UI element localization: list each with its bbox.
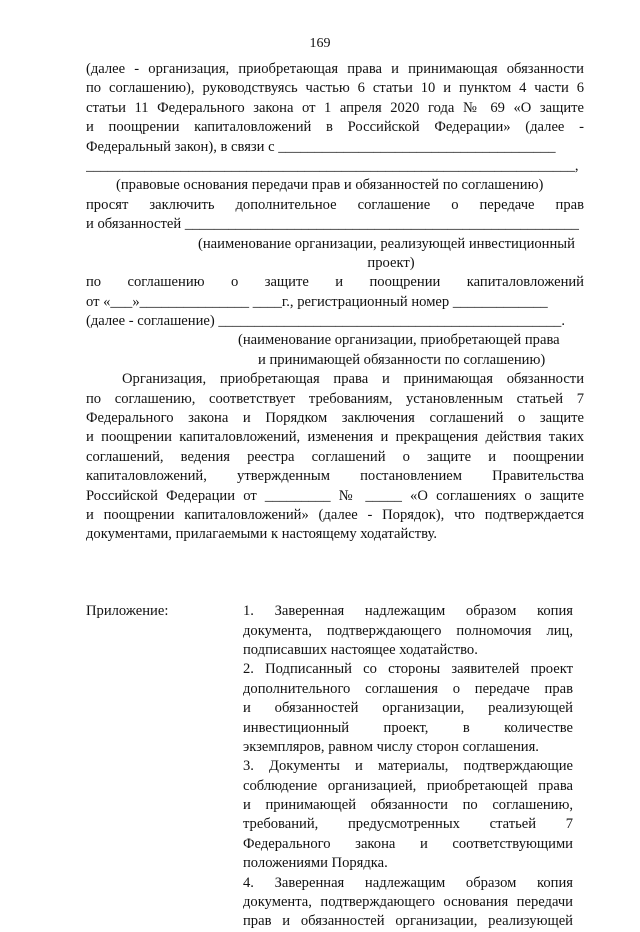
- spacer: [86, 583, 584, 602]
- appendix-item-line: 2. Подписанный со стороны заявителей проект: [243, 661, 573, 678]
- appendix-item-line: требований, предусмотренных статьей 7: [243, 816, 573, 833]
- appendix-item-line: подписавших настоящее ходатайство.: [243, 641, 478, 658]
- appendix-label: Приложение:: [86, 603, 169, 620]
- appendix-item-line: положениями Порядка.: [243, 855, 388, 872]
- caption-acquirer-name-cont: и принимающей обязанности по соглашению): [258, 351, 546, 368]
- agreement-line: по соглашению о защите и поощрении капиталовложений: [86, 274, 584, 291]
- intro-line: (далее - организация, приобретающая права и принимающая обязанности: [86, 61, 584, 77]
- appendix-list: [243, 602, 573, 932]
- intro-line: статьи 11 Федерального закона от 1 апреля 2020 года № 69 «О защите: [86, 99, 584, 116]
- appendix-item-line: документа, подтверждающего полномочия лиц,: [243, 622, 573, 639]
- appendix-item-1: [243, 602, 573, 660]
- compliance-line: и поощрении капиталовложений, изменения и прекращения действия таких: [86, 429, 584, 446]
- appendix-item-3: [243, 757, 573, 873]
- compliance-line: Организация, приобретающая права и принимающая обязанности: [122, 371, 584, 388]
- compliance-line: Российской Федерации от _________ № _____ «О соглашениях о защите: [86, 487, 584, 504]
- appendix-item-2: [243, 660, 573, 757]
- spacer: [86, 545, 584, 583]
- appendix-item-line: 3. Документы и материалы, подтверждающие: [243, 758, 573, 775]
- compliance-line: по соглашению, соответствует требованиям, установленным статьей 7: [86, 390, 584, 407]
- caption-org-name-cont: проект): [367, 254, 415, 271]
- caption-legal-basis: (правовые основания передачи прав и обязанностей по соглашению): [116, 177, 544, 194]
- caption-org-name: (наименование организации, реализующей инвестиционный: [198, 235, 575, 252]
- appendix-item-line: экземпляров, равном числу сторон соглашения.: [243, 738, 539, 755]
- compliance-line: документами, прилагаемыми к настоящему ходатайству.: [86, 526, 437, 543]
- compliance-paragraph: [86, 370, 584, 545]
- intro-line: и поощрении капиталовложений в Российской Федерации» (далее -: [86, 119, 584, 136]
- page-number: 169: [309, 36, 331, 51]
- appendix-item-line: прав и обязанностей организации, реализующей: [243, 913, 573, 930]
- appendix-item-line: и принимающей обязанности по соглашению,: [243, 797, 573, 814]
- intro-paragraph: [86, 60, 584, 176]
- appendix-item-4: [243, 874, 573, 932]
- compliance-line: капиталовложений, утвержденным постановлением Правительства: [86, 468, 584, 485]
- appendix-item-line: документа, подтверждающего основания передачи: [243, 894, 573, 911]
- appendix-item-line: и обязанностей организации, реализующей: [243, 700, 573, 717]
- agreement-paragraph: [86, 273, 584, 331]
- appendix-item-line: 4. Заверенная надлежащим образом копия: [243, 874, 573, 891]
- agreement-line: от «___»_______________ ____г., регистрационный номер _____________: [86, 293, 548, 310]
- request-line: просят заключить дополнительное соглашение о передаче прав: [86, 196, 584, 213]
- intro-line: Федеральный закон), в связи с ______________________________________: [86, 138, 556, 155]
- caption-acquirer-name: (наименование организации, приобретающей права: [238, 332, 560, 349]
- appendix-item-line: соблюдение организацией, приобретающей права: [243, 777, 573, 794]
- agreement-line: (далее - соглашение) _______________________________________________.: [86, 313, 565, 330]
- compliance-line: Федерального закона и Порядком заключения соглашений о защите: [86, 410, 584, 427]
- request-paragraph: [86, 196, 584, 235]
- appendix-item-line: дополнительного соглашения о передаче прав: [243, 680, 573, 697]
- compliance-line: соглашений, ведения реестра соглашений о защите и поощрении: [86, 448, 584, 465]
- appendix-item-line: Федерального закона и соответствующими: [243, 835, 573, 852]
- document-body: [86, 60, 584, 932]
- appendix-section: [86, 602, 584, 932]
- appendix-item-line: инвестиционный проект, в количестве: [243, 719, 573, 736]
- appendix-item-line: 1. Заверенная надлежащим образом копия: [243, 603, 573, 620]
- request-line: и обязанностей ______________________________________________________: [86, 216, 579, 233]
- intro-line: по соглашению), руководствуясь частью 6 статьи 10 и пунктом 4 части 6: [86, 80, 584, 97]
- intro-line: ___________________________________________________________________,: [86, 157, 579, 174]
- compliance-line: и поощрении капиталовложений» (далее - Порядок), что подтверждается: [86, 506, 584, 523]
